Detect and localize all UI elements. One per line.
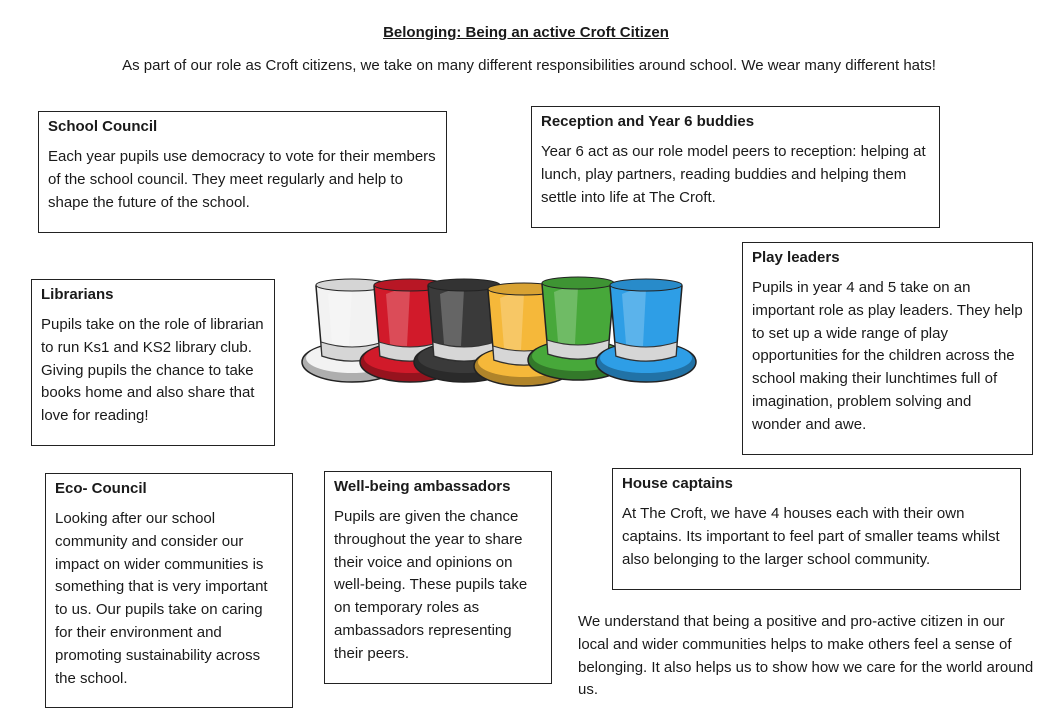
hat-blue-icon [596,279,696,382]
house-captains-text: At The Croft, we have 4 houses each with their own captains. Its important to feel part of smaller teams whilst also belonging to the larger school community. [622,505,1000,568]
closing-paragraph: We understand that being a positive and pro-active citizen in our local and wider communities helps to make others feel a sense of belonging. It also helps us to show how we care for the world around us. [578,613,1034,699]
intro-text: As part of our role as Croft citizens, we take on many different responsibilities around school. We wear many different hats! [122,57,936,74]
hats-illustration [298,270,700,394]
buddies-text: Year 6 act as our role model peers to reception: helping at lunch, play partners, reading buddies and helping them settle into life at The Croft. [541,143,926,206]
school-council-text: Each year pupils use democracy to vote for their members of the school council. They meet regularly and help to shape the future of the school. [48,148,436,211]
play-leaders-box [742,242,1033,455]
librarians-heading: Librarians [41,286,114,303]
wellbeing-text: Pupils are given the chance throughout the year to share their voice and opinions on well-being. These pupils take on temporary roles as ambassadors representing their peers. [334,508,528,662]
house-captains-heading: House captains [622,475,733,492]
eco-council-box [45,473,293,708]
librarians-text: Pupils take on the role of librarian to run Ks1 and KS2 library club. Giving pupils the chance to take books home and also share that love for reading! [41,316,264,425]
page-title: Belonging: Being an active Croft Citizen [383,24,669,41]
eco-council-text: Looking after our school community and consider our impact on wider communities is something that is very important to us. Our pupils take on caring for their environment and promoting sustainability across the school. [55,510,268,687]
wellbeing-heading: Well-being ambassadors [334,478,511,495]
school-council-heading: School Council [48,118,158,135]
school-council-box [38,111,447,233]
librarians-box [31,279,275,446]
play-leaders-heading: Play leaders [752,249,840,266]
play-leaders-text: Pupils in year 4 and 5 take on an important role as play leaders. They help to set up a wide range of play opportunities for the children across the school making their lunchtimes full of imagination, problem solving and wonder and awe. [752,279,1023,433]
wellbeing-box [324,471,552,684]
eco-council-heading: Eco- Council [55,480,147,497]
house-captains-box [612,468,1021,590]
buddies-box [531,106,940,228]
buddies-heading: Reception and Year 6 buddies [541,113,755,130]
